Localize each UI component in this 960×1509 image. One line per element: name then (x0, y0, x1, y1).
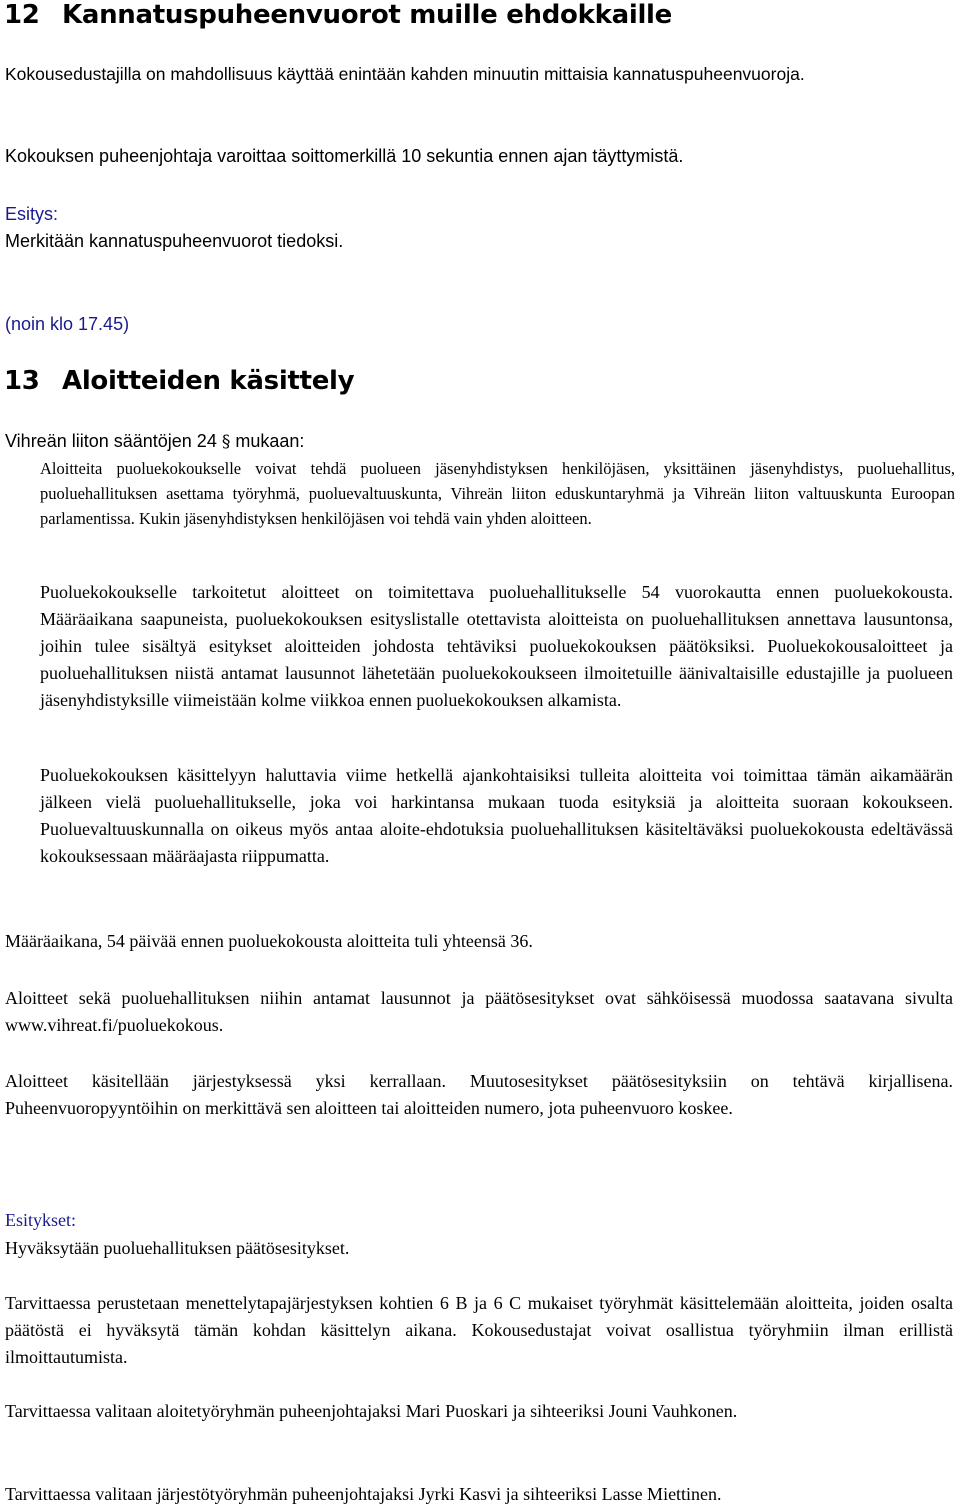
rules-intro (5, 428, 304, 456)
proposal-text: Merkitään kannatuspuheenvuorot tiedoksi. (5, 231, 344, 251)
availability-paragraph: Aloitteet sekä puoluehallituksen niihin antamat lausunnot ja päätösesitykset ovat sähköisessä muodossa saatavana sivulta www.vihreat.fi/puoluekokous. (5, 988, 953, 1035)
section-title: Aloitteiden käsittely (62, 366, 355, 396)
rules-intro-post: mukaan: (235, 431, 305, 451)
deadline-paragraph: Määräaikana, 54 päivää ennen puoluekokousta aloitteita tuli yhteensä 36. (5, 931, 533, 951)
proposals-label: Esitykset: (5, 1210, 76, 1230)
time-note: (noin klo 17.45) (5, 314, 130, 334)
section-13-heading (4, 366, 354, 396)
proposal-label: Esitys: (5, 204, 59, 224)
proposal-item: Tarvittaessa valitaan järjestötyöryhmän puheenjohtajaksi Jyrki Kasvi ja sihteeriksi Lasse Miettinen. (5, 1484, 722, 1504)
section-title: Kannatuspuheenvuorot muille ehdokkaille (62, 0, 673, 30)
rules-intro-pre: Vihreän liiton sääntöjen 24 (5, 431, 217, 451)
proposal-item: Hyväksytään puoluehallituksen päätösesitykset. (5, 1238, 350, 1258)
rules-quote-2: Puoluekokoukselle tarkoitetut aloitteet on toimitettava puoluehallitukselle 54 vuorokautta ennen puoluekokousta. Määräaikana saapuneista, puoluekokouksen esityslistalle otettavista aloitteista on puoluehallituksen annettava lausuntonsa, joihin tulee sisältyä esitykset aloitteiden johdosta tehtäviksi puoluekokouksen päätöksiksi. Puoluekokousaloitteet ja puoluehallituksen niistä antamat lausunnot lähetetään puoluekokoukseen ilmoitetuille äänivaltaisille edustajille ja puolueen jäsenyhdistyksille viimeistään kolme viikkoa ennen puoluekokouksen alkamista. (40, 582, 953, 710)
s12-paragraph-2: Kokouksen puheenjohtaja varoittaa soittomerkillä 10 sekuntia ennen ajan täyttymistä. (5, 146, 684, 166)
section-number: 13 (4, 366, 40, 396)
section-sign: § (221, 432, 231, 452)
section-number: 12 (4, 0, 40, 30)
order-paragraph: Aloitteet käsitellään järjestyksessä yksi kerrallaan. Muutosesitykset päätösesityksiin on tehtävä kirjallisena. Puheenvuoropyyntöihin on merkittävä sen aloitteen tai aloitteiden numero, jota puheenvuoro koskee. (5, 1071, 953, 1118)
s12-paragraph-1: Kokousedustajilla on mahdollisuus käyttää enintään kahden minuutin mittaisia kannatuspuheenvuoroja. (5, 64, 805, 84)
rules-quote-1: Aloitteita puoluekokoukselle voivat tehdä puolueen jäsenyhdistyksen henkilöjäsen, yksittäinen jäsenyhdistys, puoluehallitus, puoluehallituksen asettama työryhmä, puoluevaltuuskunta, Vihreän liiton eduskuntaryhmä ja Vihreän liiton valtuuskunta Euroopan parlamentissa. Kukin jäsenyhdistyksen henkilöjäsen voi tehdä vain yhden aloitteen. (40, 459, 955, 528)
rules-quote-3: Puoluekokouksen käsittelyyn haluttavia viime hetkellä ajankohtaisiksi tulleita aloitteita voi toimittaa tämän aikamäärän jälkeen vielä puoluehallitukselle, joka voi harkintansa mukaan tuoda esityksiä ja aloitteita suoraan kokoukseen. Puoluevaltuuskunnalla on oikeus myös antaa aloite-ehdotuksia puoluehallituksen käsiteltäväksi puoluekokousta edeltävässä kokouksessaan määräajasta riippumatta. (40, 765, 953, 866)
section-12-heading (4, 0, 672, 30)
proposal-item: Tarvittaessa valitaan aloitetyöryhmän puheenjohtajaksi Mari Puoskari ja sihteeriksi Jouni Vauhkonen. (5, 1401, 738, 1421)
proposal-item: Tarvittaessa perustetaan menettelytapajärjestyksen kohtien 6 B ja 6 C mukaiset työryhmät käsittelemään aloitteita, joiden osalta päätöstä ei hyväksytä tämän kohdan käsittelyn aikana. Kokousedustajat voivat osallistua työryhmiin ilman erillistä ilmoittautumista. (5, 1293, 953, 1367)
